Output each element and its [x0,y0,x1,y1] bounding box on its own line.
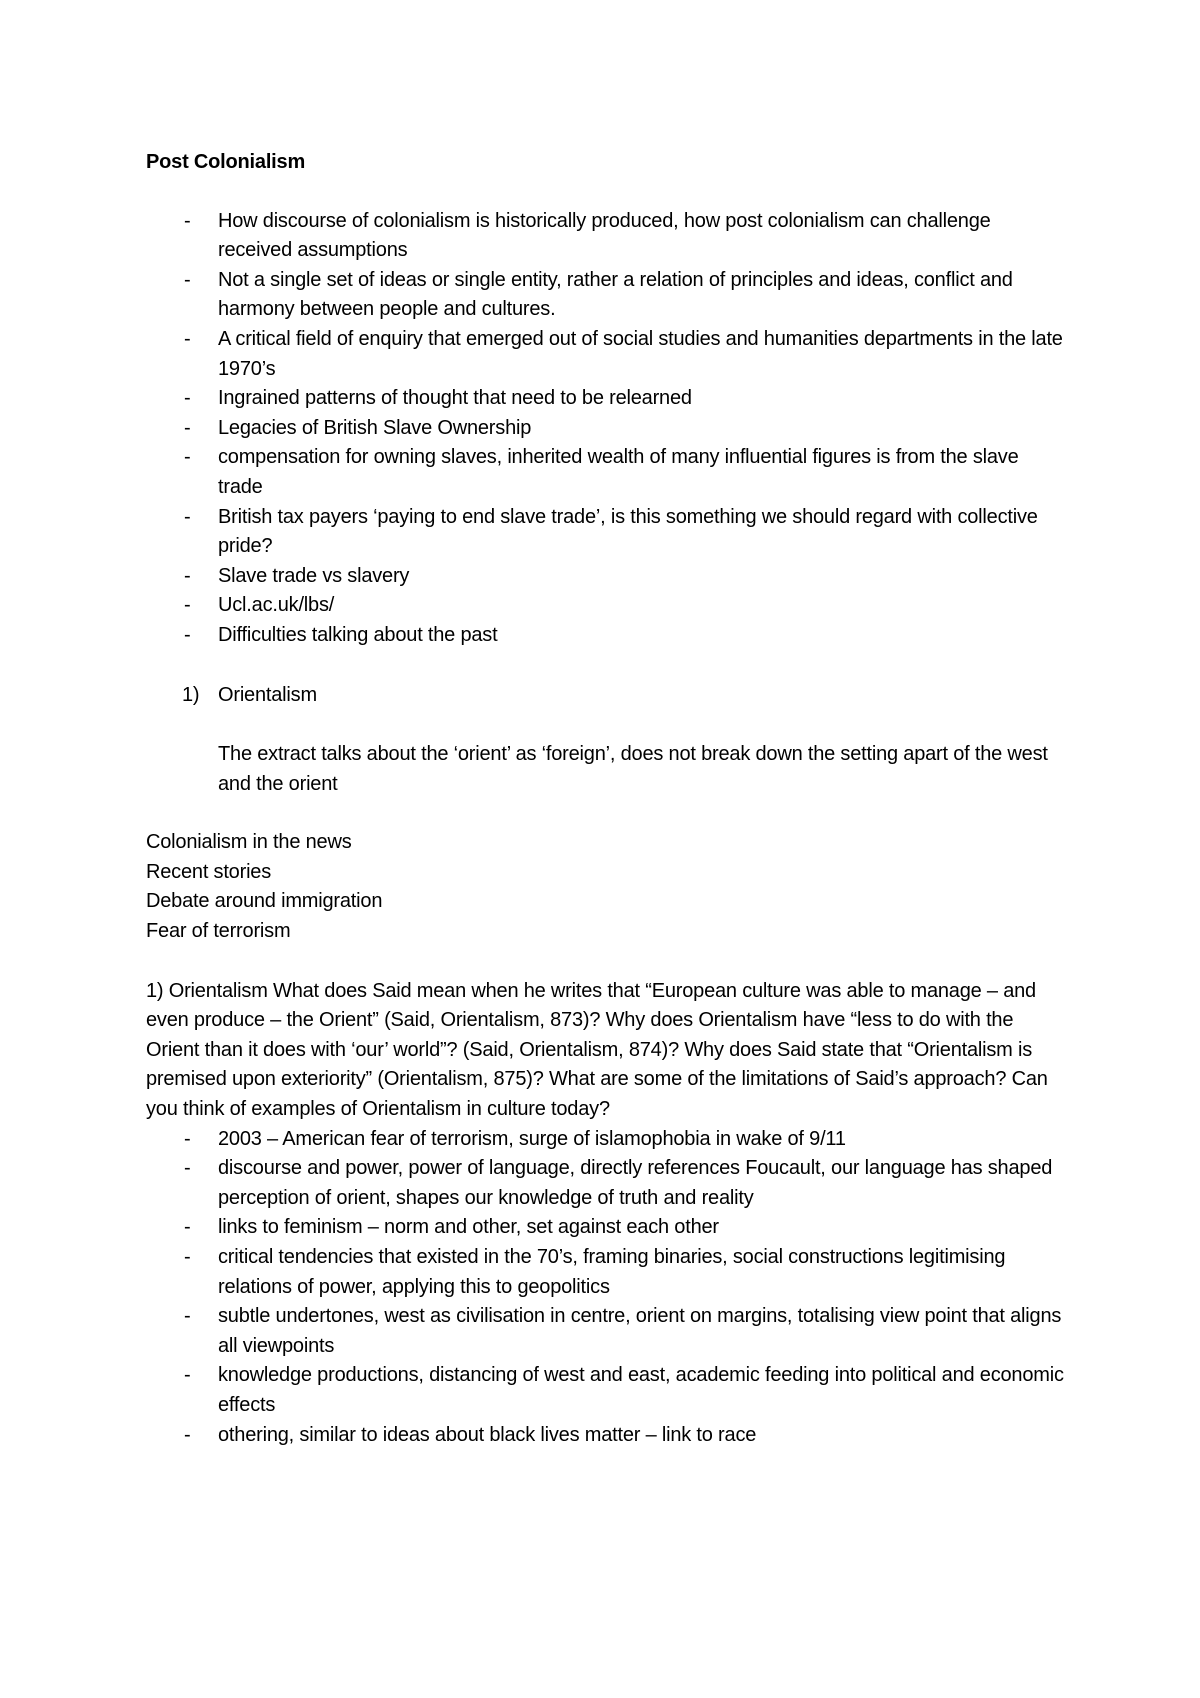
list-item: - Legacies of British Slave Ownership [146,414,1066,444]
list-item: - How discourse of colonialism is historically produced, how post colonialism can challenge received assumptions [146,207,1066,266]
news-line: Debate around immigration [146,890,383,913]
list-item: - knowledge productions, distancing of west and east, academic feeding into political and economic effects [146,1361,1066,1420]
news-line: Recent stories [146,860,272,883]
news-line: Colonialism in the news [146,831,352,854]
document-body [146,148,1066,1450]
list-item: - links to feminism – norm and other, set against each other [146,1213,1066,1243]
document-title: Post Colonialism [146,151,306,173]
item-number: 1) [182,683,200,706]
list-item: - A critical field of enquiry that emerged out of social studies and humanities departments in the late 1970’s [146,325,1066,384]
list-item: - discourse and power, power of language, directly references Foucault, our language has shaped perception of orient, shapes our knowledge of truth and reality [146,1154,1066,1213]
list-item: - othering, similar to ideas about black lives matter – link to race [146,1421,1066,1451]
list-item: - Difficulties talking about the past [146,621,1066,651]
list-item: - Ucl.ac.uk/lbs/ [146,591,1066,621]
list-item: - British tax payers ‘paying to end slave trade’, is this something we should regard with collective pride? [146,503,1066,562]
question-paragraph: 1) Orientalism What does Said mean when he writes that “European culture was able to manage – and even produce – the Orient” (Said, Orientalism, 873)? Why does Orientalism have “less to do with the Orient than it does with ‘our’ world”? (Said, Orientalism, 874)? Why does Said state that “Orientalism is premised upon exteriority” (Orientalism, 875)? What are some of the limitations of Said’s approach? Can you think of examples of Orientalism in culture today? [146,979,1048,1121]
extract-note: The extract talks about the ‘orient’ as ‘foreign’, does not break down the setting apart of the west and the orient [218,743,1048,795]
numbered-item-orientalism [146,681,1066,711]
list-item: - compensation for owning slaves, inherited wealth of many influential figures is from the slave trade [146,443,1066,502]
list-item: - subtle undertones, west as civilisation in centre, orient on margins, totalising view point that aligns all viewpoints [146,1302,1066,1361]
news-line: Fear of terrorism [146,920,291,943]
item-label: Orientalism [218,683,317,706]
list-item: - Slave trade vs slavery [146,562,1066,592]
list-item: - critical tendencies that existed in the 70’s, framing binaries, social constructions legitimising relations of power, applying this to geopolitics [146,1243,1066,1302]
notes-list [146,207,1066,651]
list-item: - Not a single set of ideas or single entity, rather a relation of principles and ideas, conflict and harmony between people and cultures. [146,266,1066,325]
answer-notes-list [146,1125,1066,1451]
list-item: - 2003 – American fear of terrorism, surge of islamophobia in wake of 9/11 [146,1125,1066,1155]
list-item: - Ingrained patterns of thought that need to be relearned [146,384,1066,414]
news-lines [146,828,1066,946]
